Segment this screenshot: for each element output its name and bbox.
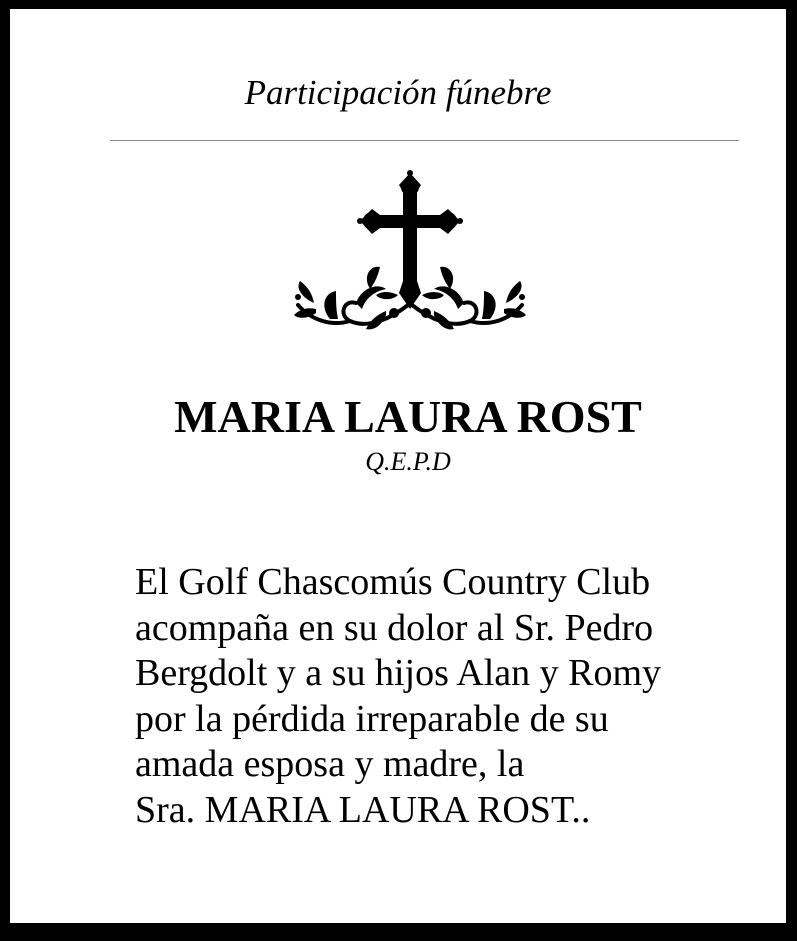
message-line: Sra. MARIA LAURA ROST..	[135, 788, 591, 831]
message-line: amada esposa y madre, la	[135, 743, 525, 785]
deceased-name: MARIA LAURA ROST	[174, 391, 642, 442]
header-divider	[110, 140, 739, 141]
condolence-message	[135, 560, 775, 833]
message-line: acompaña en su dolor al Sr. Pedro	[135, 606, 654, 649]
message-line: por la pérdida irreparable de su	[135, 697, 609, 740]
cross-with-floral-scroll-icon	[290, 169, 530, 339]
message-line: El Golf Chascomús Country Club	[135, 561, 651, 603]
notice-header: Participación fúnebre	[244, 73, 552, 112]
message-line: Bergdolt y a su hijos Alan y Romy	[135, 652, 662, 694]
rest-in-peace-abbreviation: Q.E.P.D	[365, 447, 451, 476]
